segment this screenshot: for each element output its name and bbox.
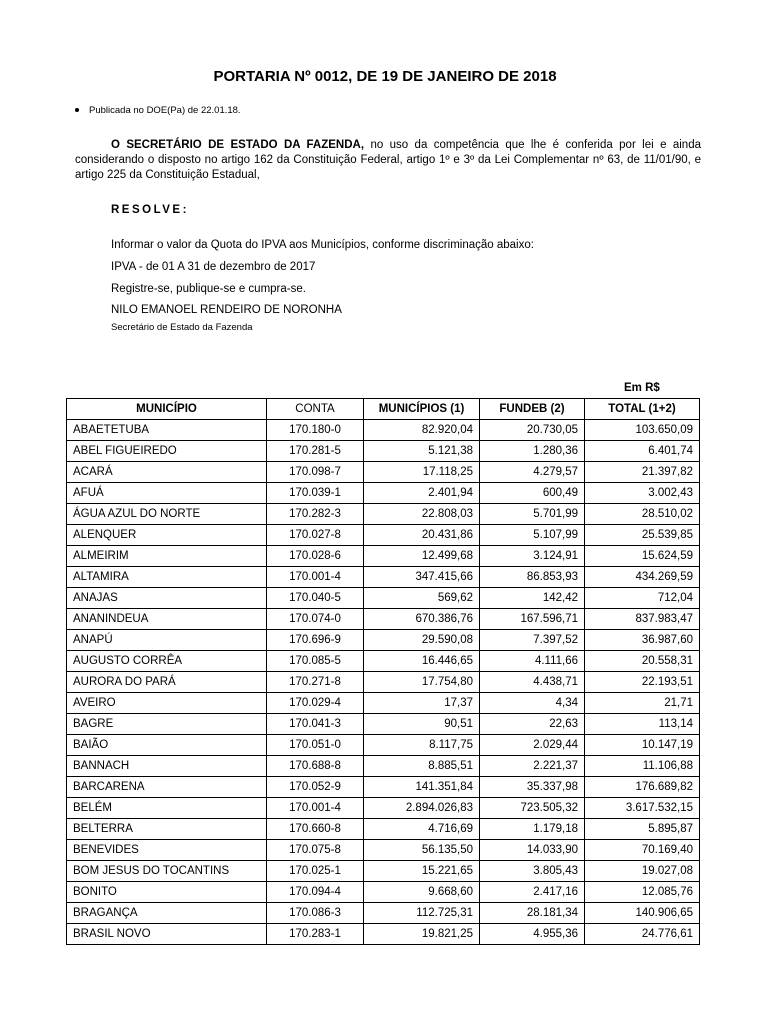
cell-total: 10.147,19: [585, 735, 700, 756]
table-row: [67, 924, 700, 945]
quota-table: [66, 398, 700, 945]
cell-fundeb: 4.279,57: [480, 462, 585, 483]
cell-municipios: 2.401,94: [364, 483, 480, 504]
cell-municipios: 19.821,25: [364, 924, 480, 945]
cell-municipio: ÁGUA AZUL DO NORTE: [67, 504, 267, 525]
cell-municipios: 8.885,51: [364, 756, 480, 777]
cell-municipios: 20.431,86: [364, 525, 480, 546]
cell-total: 36.987,60: [585, 630, 700, 651]
cell-municipio: BELÉM: [67, 798, 267, 819]
cell-municipio: ABEL FIGUEIREDO: [67, 441, 267, 462]
table-row: [67, 777, 700, 798]
cell-municipio: ALMEIRIM: [67, 546, 267, 567]
cell-fundeb: 167.596,71: [480, 609, 585, 630]
cell-conta: 170.029-4: [267, 693, 364, 714]
cell-total: 103.650,09: [585, 420, 700, 441]
cell-conta: 170.001-4: [267, 567, 364, 588]
table-header-row: [67, 399, 700, 420]
cell-conta: 170.281-5: [267, 441, 364, 462]
cell-total: 11.106,88: [585, 756, 700, 777]
table-row: [67, 651, 700, 672]
cell-municipios: 17.754,80: [364, 672, 480, 693]
inform-line: Informar o valor da Quota do IPVA aos Municípios, conforme discriminação abaixo:: [111, 239, 534, 251]
cell-fundeb: 142,42: [480, 588, 585, 609]
cell-total: 140.906,65: [585, 903, 700, 924]
publication-note: [75, 105, 241, 116]
currency-note: Em R$: [624, 382, 660, 394]
cell-fundeb: 35.337,98: [480, 777, 585, 798]
cell-total: 434.269,59: [585, 567, 700, 588]
cell-municipios: 2.894.026,83: [364, 798, 480, 819]
cell-municipio: AVEIRO: [67, 693, 267, 714]
cell-fundeb: 2.029,44: [480, 735, 585, 756]
cell-fundeb: 1.179,18: [480, 819, 585, 840]
table-row: [67, 903, 700, 924]
cell-conta: 170.028-6: [267, 546, 364, 567]
cell-fundeb: 86.853,93: [480, 567, 585, 588]
table-row: [67, 609, 700, 630]
preamble-bold: O SECRETÁRIO DE ESTADO DA FAZENDA,: [111, 139, 365, 151]
cell-municipio: ANAJAS: [67, 588, 267, 609]
cell-municipio: ACARÁ: [67, 462, 267, 483]
cell-conta: 170.688-8: [267, 756, 364, 777]
cell-conta: 170.282-3: [267, 504, 364, 525]
cell-total: 21.397,82: [585, 462, 700, 483]
cell-municipios: 15.221,65: [364, 861, 480, 882]
publication-note-text: Publicada no DOE(Pa) de 22.01.18.: [89, 105, 241, 116]
cell-fundeb: 20.730,05: [480, 420, 585, 441]
cell-municipios: 670.386,76: [364, 609, 480, 630]
table-row: [67, 630, 700, 651]
cell-municipio: BRASIL NOVO: [67, 924, 267, 945]
cell-fundeb: 600,49: [480, 483, 585, 504]
cell-municipios: 5.121,38: [364, 441, 480, 462]
cell-total: 15.624,59: [585, 546, 700, 567]
cell-total: 20.558,31: [585, 651, 700, 672]
cell-fundeb: 14.033,90: [480, 840, 585, 861]
table-row: [67, 483, 700, 504]
cell-total: 113,14: [585, 714, 700, 735]
header-municipios: MUNICÍPIOS (1): [364, 399, 480, 420]
cell-conta: 170.025-1: [267, 861, 364, 882]
table-row: [67, 735, 700, 756]
cell-municipio: ANANINDEUA: [67, 609, 267, 630]
cell-municipios: 9.668,60: [364, 882, 480, 903]
cell-municipios: 12.499,68: [364, 546, 480, 567]
table-row: [67, 525, 700, 546]
cell-municipio: BAIÃO: [67, 735, 267, 756]
table-row: [67, 882, 700, 903]
document-title: PORTARIA Nº 0012, DE 19 DE JANEIRO DE 2018: [213, 68, 557, 85]
table-row: [67, 504, 700, 525]
cell-fundeb: 4,34: [480, 693, 585, 714]
cell-total: 24.776,61: [585, 924, 700, 945]
cell-municipios: 22.808,03: [364, 504, 480, 525]
cell-conta: 170.041-3: [267, 714, 364, 735]
cell-municipios: 82.920,04: [364, 420, 480, 441]
cell-conta: 170.039-1: [267, 483, 364, 504]
cell-conta: 170.094-4: [267, 882, 364, 903]
preamble-text: no uso da competência que lhe é conferida por lei e ainda considerando o disposto no artigo 162 da Constituição Federal, artigo 1º e 3º da Lei Complementar nº 63, de 11/01/90, e artigo 225 da Constituição Estadual,: [75, 139, 701, 181]
cell-municipios: 29.590,08: [364, 630, 480, 651]
cell-total: 22.193,51: [585, 672, 700, 693]
cell-municipio: BELTERRA: [67, 819, 267, 840]
cell-municipios: 90,51: [364, 714, 480, 735]
period-line: IPVA - de 01 A 31 de dezembro de 2017: [111, 261, 316, 273]
cell-conta: 170.085-5: [267, 651, 364, 672]
resolve-heading: RESOLVE:: [111, 204, 189, 216]
cell-total: 25.539,85: [585, 525, 700, 546]
cell-municipio: BOM JESUS DO TOCANTINS: [67, 861, 267, 882]
table-row: [67, 756, 700, 777]
cell-total: 837.983,47: [585, 609, 700, 630]
preamble-paragraph: [75, 138, 701, 183]
cell-municipios: 8.117,75: [364, 735, 480, 756]
cell-fundeb: 723.505,32: [480, 798, 585, 819]
table-row: [67, 546, 700, 567]
table-row: [67, 420, 700, 441]
cell-conta: 170.180-0: [267, 420, 364, 441]
cell-conta: 170.086-3: [267, 903, 364, 924]
register-line: Registre-se, publique-se e cumpra-se.: [111, 283, 306, 295]
cell-municipios: 112.725,31: [364, 903, 480, 924]
bullet-icon: [75, 108, 79, 112]
cell-municipio: BANNACH: [67, 756, 267, 777]
cell-municipio: AURORA DO PARÁ: [67, 672, 267, 693]
table-row: [67, 861, 700, 882]
cell-municipio: ALTAMIRA: [67, 567, 267, 588]
table-row: [67, 672, 700, 693]
cell-conta: 170.052-9: [267, 777, 364, 798]
cell-total: 70.169,40: [585, 840, 700, 861]
table-row: [67, 588, 700, 609]
cell-total: 176.689,82: [585, 777, 700, 798]
cell-fundeb: 3.124,91: [480, 546, 585, 567]
header-conta: CONTA: [267, 399, 364, 420]
cell-total: 6.401,74: [585, 441, 700, 462]
cell-conta: 170.001-4: [267, 798, 364, 819]
cell-municipios: 347.415,66: [364, 567, 480, 588]
table-row: [67, 840, 700, 861]
cell-fundeb: 5.701,99: [480, 504, 585, 525]
cell-conta: 170.040-5: [267, 588, 364, 609]
cell-municipio: BARCARENA: [67, 777, 267, 798]
cell-total: 19.027,08: [585, 861, 700, 882]
cell-conta: 170.660-8: [267, 819, 364, 840]
cell-total: 712,04: [585, 588, 700, 609]
table-row: [67, 798, 700, 819]
cell-conta: 170.098-7: [267, 462, 364, 483]
table-row: [67, 567, 700, 588]
cell-municipio: ANAPÚ: [67, 630, 267, 651]
signer-name: NILO EMANOEL RENDEIRO DE NORONHA: [111, 304, 342, 316]
cell-total: 12.085,76: [585, 882, 700, 903]
table-row: [67, 819, 700, 840]
cell-conta: 170.696-9: [267, 630, 364, 651]
cell-municipio: BRAGANÇA: [67, 903, 267, 924]
cell-fundeb: 4.438,71: [480, 672, 585, 693]
cell-total: 3.617.532,15: [585, 798, 700, 819]
cell-conta: 170.075-8: [267, 840, 364, 861]
cell-conta: 170.283-1: [267, 924, 364, 945]
cell-fundeb: 5.107,99: [480, 525, 585, 546]
cell-municipios: 17,37: [364, 693, 480, 714]
table-body: [67, 420, 700, 945]
cell-conta: 170.051-0: [267, 735, 364, 756]
cell-municipios: 569,62: [364, 588, 480, 609]
cell-total: 5.895,87: [585, 819, 700, 840]
cell-conta: 170.271-8: [267, 672, 364, 693]
cell-conta: 170.074-0: [267, 609, 364, 630]
cell-municipio: BENEVIDES: [67, 840, 267, 861]
table-row: [67, 714, 700, 735]
cell-municipio: ALENQUER: [67, 525, 267, 546]
header-municipio: MUNICÍPIO: [67, 399, 267, 420]
cell-municipio: ABAETETUBA: [67, 420, 267, 441]
header-total: TOTAL (1+2): [585, 399, 700, 420]
cell-municipios: 141.351,84: [364, 777, 480, 798]
cell-fundeb: 2.221,37: [480, 756, 585, 777]
cell-fundeb: 1.280,36: [480, 441, 585, 462]
cell-municipios: 16.446,65: [364, 651, 480, 672]
cell-total: 28.510,02: [585, 504, 700, 525]
cell-fundeb: 22,63: [480, 714, 585, 735]
cell-fundeb: 4.955,36: [480, 924, 585, 945]
cell-municipio: AFUÁ: [67, 483, 267, 504]
cell-municipio: BAGRE: [67, 714, 267, 735]
cell-fundeb: 4.111,66: [480, 651, 585, 672]
cell-total: 3.002,43: [585, 483, 700, 504]
header-fundeb: FUNDEB (2): [480, 399, 585, 420]
cell-total: 21,71: [585, 693, 700, 714]
cell-municipios: 17.118,25: [364, 462, 480, 483]
signer-title: Secretário de Estado da Fazenda: [111, 322, 253, 333]
cell-municipio: BONITO: [67, 882, 267, 903]
cell-fundeb: 2.417,16: [480, 882, 585, 903]
table-row: [67, 693, 700, 714]
cell-fundeb: 3.805,43: [480, 861, 585, 882]
cell-municipio: AUGUSTO CORRÊA: [67, 651, 267, 672]
table-row: [67, 462, 700, 483]
cell-conta: 170.027-8: [267, 525, 364, 546]
cell-fundeb: 28.181,34: [480, 903, 585, 924]
table-row: [67, 441, 700, 462]
cell-fundeb: 7.397,52: [480, 630, 585, 651]
cell-municipios: 4.716,69: [364, 819, 480, 840]
cell-municipios: 56.135,50: [364, 840, 480, 861]
